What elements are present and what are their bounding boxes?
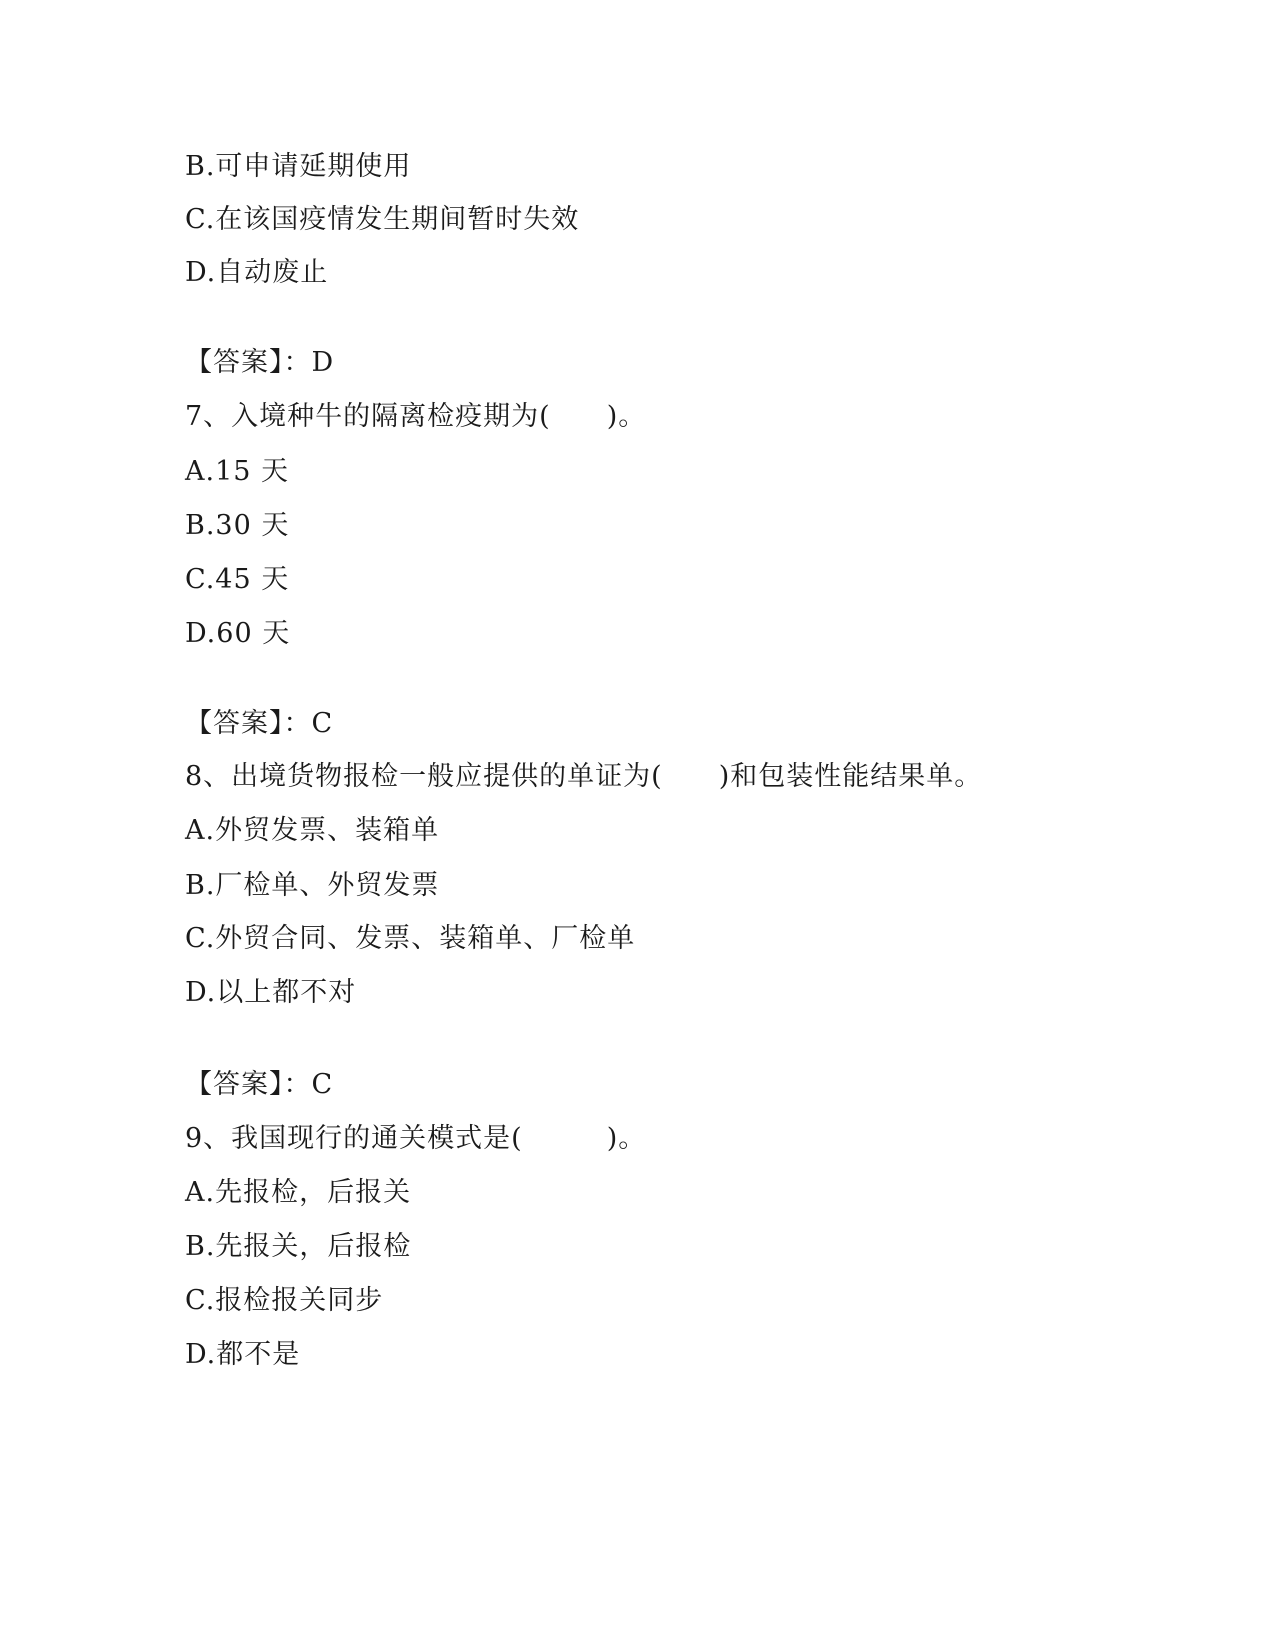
q8-stem: 8、出境货物报检一般应提供的单证为( )和包装性能结果单。 — [185, 761, 983, 792]
q7-stem: 7、入境种牛的隔离检疫期为( )。 — [185, 401, 647, 432]
q8-option-d: D.以上都不对 — [185, 977, 357, 1008]
q9-option-d: D.都不是 — [185, 1339, 301, 1370]
q7-option-b: B.30 天 — [185, 510, 290, 541]
q6-option-c: C.在该国疫情发生期间暂时失效 — [185, 204, 580, 235]
q6-answer: 【答案】：D — [185, 347, 335, 378]
q9-stem: 9、我国现行的通关模式是( )。 — [185, 1123, 647, 1154]
q9-option-b: B.先报关，后报检 — [185, 1231, 412, 1262]
q6-option-d: D.自动废止 — [185, 257, 329, 288]
q6-option-b: B.可申请延期使用 — [185, 151, 412, 182]
q9-option-c: C.报检报关同步 — [185, 1285, 384, 1316]
q7-option-a: A.15 天 — [185, 456, 290, 487]
q8-answer: 【答案】：C — [185, 1069, 334, 1100]
q7-answer: 【答案】：C — [185, 708, 334, 739]
q7-option-c: C.45 天 — [185, 564, 290, 595]
q9-option-a: A.先报检，后报关 — [185, 1177, 412, 1208]
q8-option-a: A.外贸发票、装箱单 — [185, 815, 440, 846]
q7-option-d: D.60 天 — [185, 618, 291, 649]
q8-option-b: B.厂检单、外贸发票 — [185, 870, 440, 901]
q8-option-c: C.外贸合同、发票、装箱单、厂检单 — [185, 923, 636, 954]
